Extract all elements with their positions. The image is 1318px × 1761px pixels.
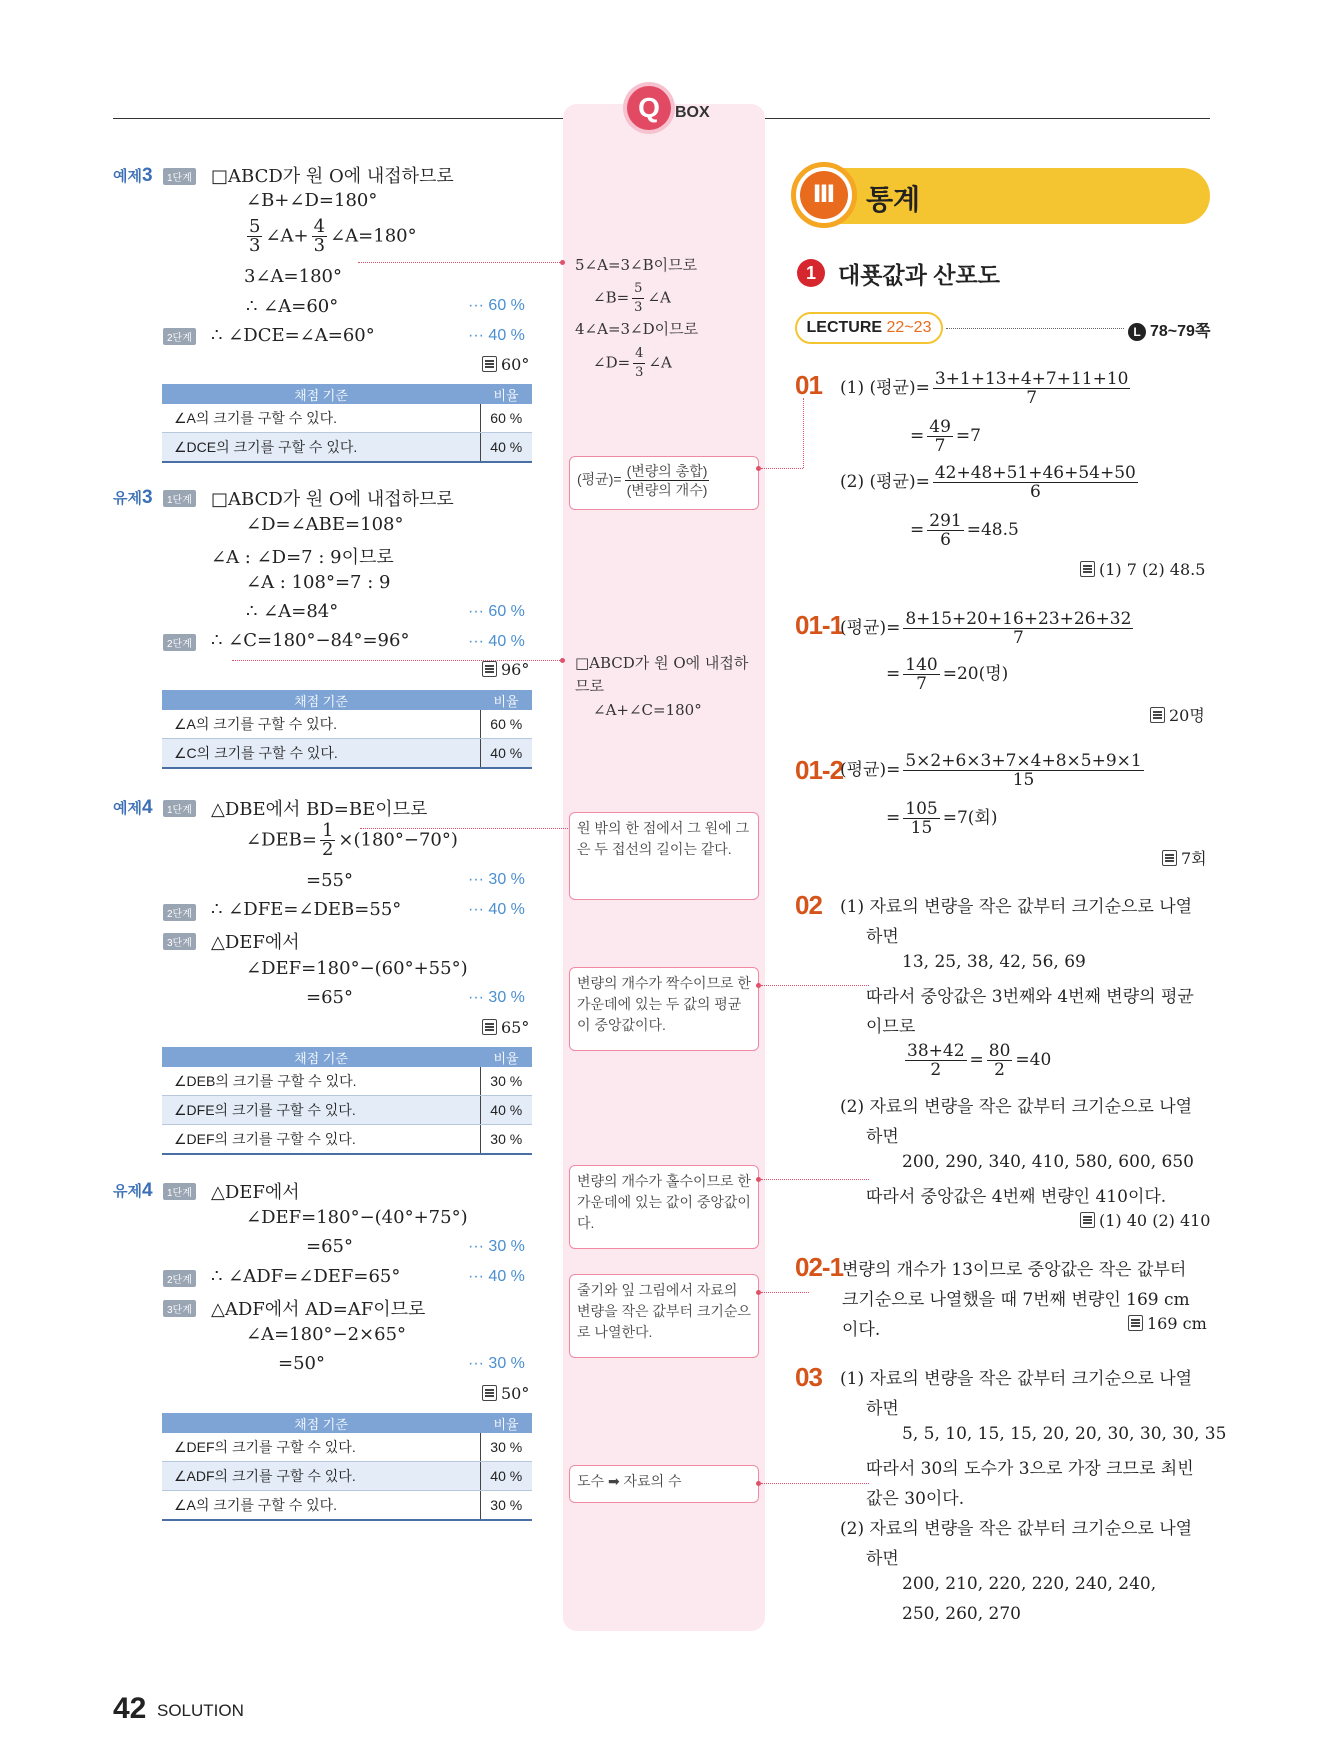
leader-line [803, 398, 804, 468]
p02-a1: (1) 자료의 변량을 작은 값부터 크기순으로 나열 [840, 897, 1193, 917]
p01-2-line1: (평균)= $\frac{5\times 2+6\times 3+7\times 4+8\times 5+9\times 1}{15}$ [840, 751, 1142, 790]
ex4-label: 예제4 [113, 797, 153, 818]
lecture-page-ref: L 78~79쪽 [1128, 318, 1210, 341]
leader-dot [560, 658, 565, 663]
p01-b2: = $\frac{291}{6}$ =48.5 [910, 511, 1019, 550]
p01-2-line2: = $\frac{105}{15}$ =7(회) [886, 799, 998, 838]
note-frequency: 도수 ➡ 자료의 수 [569, 1465, 759, 1503]
table-cell: 40 % [480, 1096, 532, 1125]
yu3-line3: ∠A : ∠D=7 : 9이므로 [211, 547, 394, 568]
step-badge: 2단계 [163, 634, 196, 651]
table-cell: 40 % [480, 433, 532, 463]
chapter-title: 통계 [866, 184, 921, 215]
ex3-line5: ∴ ∠A=60° [246, 296, 339, 317]
table-cell: 30 % [480, 1491, 532, 1521]
ex3-line4: 3∠A=180° [244, 266, 342, 287]
table-header: 비율 [480, 1413, 532, 1433]
ex3-label: 예제3 [113, 165, 153, 186]
leader-line [358, 262, 562, 263]
p03-b1: (2) 자료의 변량을 작은 값부터 크기순으로 나열 [840, 1519, 1193, 1539]
table-cell: ∠DEF의 크기를 구할 수 있다. [162, 1433, 480, 1462]
p03-b3: 200, 210, 220, 220, 240, 240, [902, 1574, 1157, 1594]
problem-number-02-1: 02-1 [795, 1252, 844, 1282]
yu4-line6: ∠A=180°−2×65° [246, 1324, 407, 1345]
p02-a5: 이므로 [866, 1017, 916, 1037]
note-inscribed-line3: ∠A+∠C=180° [593, 701, 702, 719]
yu4-line4: ∴ ∠ADF=∠DEF=65° [211, 1266, 401, 1287]
p03-a3: 5, 5, 10, 15, 15, 20, 20, 30, 30, 30, 35 [902, 1424, 1227, 1444]
lecture-badge: LECTURE 22~23 [795, 312, 943, 344]
table-cell: 40 % [480, 1462, 532, 1491]
lecture-leader-dots [946, 328, 1124, 329]
section-title: 대푯값과 산포도 [838, 262, 1000, 288]
yu4-score: ··· 30 % [468, 1355, 525, 1372]
ex4-criteria-table [162, 1047, 532, 1155]
step-badge: 2단계 [163, 904, 196, 921]
p02-b3: 200, 290, 340, 410, 580, 600, 650 [902, 1152, 1194, 1172]
problem-number-02: 02 [795, 890, 822, 920]
table-cell: 30 % [480, 1433, 532, 1462]
p02-answer: (1) 40 (2) 410 [1080, 1211, 1210, 1230]
table-cell: ∠DEF의 크기를 구할 수 있다. [162, 1125, 480, 1155]
yu3-line2: ∠D=∠ABE=108° [246, 514, 404, 535]
ex4-score: ··· 30 % [468, 871, 525, 888]
table-header: 비율 [480, 1047, 532, 1067]
ex3-line6: ∴ ∠DCE=∠A=60° [211, 325, 375, 346]
p02-a4: 따라서 중앙값은 3번째와 4번째 변량의 평균 [866, 987, 1194, 1007]
step-badge: 1단계 [163, 1183, 196, 1200]
yu3-score: ··· 40 % [468, 633, 525, 650]
p02-b4: 따라서 중앙값은 4번째 변량인 410이다. [866, 1187, 1167, 1207]
answer-icon [482, 356, 497, 372]
p01-answer: (1) 7 (2) 48.5 [1080, 560, 1205, 579]
table-cell: ∠C의 크기를 구할 수 있다. [162, 739, 480, 769]
table-header: 비율 [480, 384, 532, 404]
ex3-answer: 60° [482, 355, 529, 374]
p03-a5: 값은 30이다. [866, 1489, 965, 1509]
leader-line [360, 828, 570, 829]
leader-dot [560, 260, 565, 265]
lecture-l-icon: L [1128, 323, 1146, 341]
p03-a2: 하면 [866, 1399, 899, 1419]
section-number: 1 [797, 259, 825, 287]
yu4-line3: =65° [306, 1236, 353, 1257]
yu3-criteria-table [162, 690, 532, 769]
note-even-median: 변량의 개수가 짝수이므로 한가운데에 있는 두 값의 평균이 중앙값이다. [569, 967, 759, 1051]
ex3-line1: □ABCD가 원 O에 내접하므로 [211, 166, 454, 187]
qbox-label: BOX [675, 104, 710, 121]
ex4-score: ··· 30 % [468, 989, 525, 1006]
yu4-score: ··· 40 % [468, 1268, 525, 1285]
note-inscribed-line2: 므로 [575, 677, 604, 695]
step-badge: 3단계 [163, 933, 196, 950]
step-badge: 1단계 [163, 490, 196, 507]
note-tangent: 원 밖의 한 점에서 그 원에 그은 두 접선의 길이는 같다. [569, 812, 759, 900]
table-cell: ∠ADF의 크기를 구할 수 있다. [162, 1462, 480, 1491]
ex4-line3: =55° [306, 870, 353, 891]
note-ratio-line4: ∠D= $\frac{4}{3}$ ∠A [593, 346, 672, 380]
answer-icon [1080, 561, 1095, 577]
yu4-label: 유제4 [113, 1180, 153, 1201]
table-header: 채점 기준 [162, 1047, 480, 1067]
note-stem-leaf: 줄기와 잎 그림에서 자료의 변량을 작은 값부터 크기순으로 나열한다. [569, 1274, 759, 1358]
p01-a2: = $\frac{49}{7}$ =7 [910, 417, 981, 456]
yu4-criteria-table [162, 1413, 532, 1521]
p01-1-line2: = $\frac{140}{7}$ =20(명) [886, 655, 1009, 694]
answer-icon [482, 1019, 497, 1035]
p02-a2: 하면 [866, 927, 899, 947]
leader-line [761, 1292, 809, 1293]
p02-1-answer: 169 cm [1128, 1314, 1207, 1333]
yu3-score: ··· 60 % [468, 603, 525, 620]
problem-number-03: 03 [795, 1362, 822, 1392]
yu3-line4: ∠A : 108°=7 : 9 [246, 572, 391, 593]
p02-a3: 13, 25, 38, 42, 56, 69 [902, 952, 1086, 972]
ex4-line7: =65° [306, 987, 353, 1008]
yu3-line5: ∴ ∠A=84° [246, 601, 339, 622]
leader-line [761, 1179, 869, 1180]
answer-icon [1080, 1212, 1095, 1228]
yu3-label: 유제3 [113, 487, 153, 508]
footer-label: SOLUTION [157, 1701, 244, 1720]
qbox-q-badge: Q [627, 86, 671, 130]
p03-a1: (1) 자료의 변량을 작은 값부터 크기순으로 나열 [840, 1369, 1193, 1389]
leader-line [232, 660, 562, 661]
p02-1-line2: 크기순으로 나열했을 때 7번째 변량인 169 cm [842, 1290, 1190, 1310]
p03-a4: 따라서 30의 도수가 3으로 가장 크므로 최빈 [866, 1459, 1194, 1479]
yu3-line1: □ABCD가 원 O에 내접하므로 [211, 489, 454, 510]
yu4-line2: ∠DEF=180°−(40°+75°) [246, 1207, 468, 1228]
ex4-line4: ∴ ∠DFE=∠DEB=55° [211, 899, 402, 920]
p01-b: (2) (평균)= $\frac{42+48+51+46+54+50}{6}$ [840, 463, 1136, 502]
ex4-line2: ∠DEB= $\frac{1}{2}$ ×(180°−70°) [246, 820, 458, 860]
yu3-line6: ∴ ∠C=180°−84°=96° [211, 630, 410, 651]
p02-1-line3: 이다. [842, 1320, 881, 1340]
yu3-answer: 96° [482, 660, 529, 679]
p02-1-line1: 변량의 개수가 13이므로 중앙값은 작은 값부터 [842, 1260, 1187, 1280]
answer-icon [482, 661, 497, 677]
chapter-number: Ⅲ [800, 171, 848, 219]
p01-1-answer: 20명 [1150, 703, 1205, 726]
ex4-score: ··· 40 % [468, 901, 525, 918]
answer-icon [1162, 850, 1177, 866]
note-ratio-line1: 5∠A=3∠B이므로 [575, 256, 698, 274]
table-cell: ∠A의 크기를 구할 수 있다. [162, 404, 480, 433]
table-header: 채점 기준 [162, 1413, 480, 1433]
answer-icon [1150, 707, 1165, 723]
leader-line [761, 468, 803, 469]
table-cell: ∠A의 크기를 구할 수 있다. [162, 1491, 480, 1521]
ex4-answer: 65° [482, 1018, 529, 1037]
p01-a: (1) (평균)= $\frac{3+1+13+4+7+11+10}{7}$ [840, 369, 1129, 408]
step-badge: 2단계 [163, 1270, 196, 1287]
yu4-line7: =50° [278, 1353, 325, 1374]
p03-b2: 하면 [866, 1549, 899, 1569]
note-ratio-line3: 4∠A=3∠D이므로 [575, 320, 699, 338]
p01-2-answer: 7회 [1162, 846, 1207, 869]
yu4-line1: △DEF에서 [211, 1182, 300, 1203]
ex3-criteria-table [162, 384, 532, 463]
yu4-line5: △ADF에서 AD=AF이므로 [211, 1299, 426, 1320]
ex3-line2: ∠B+∠D=180° [246, 190, 378, 211]
yu4-answer: 50° [482, 1384, 529, 1403]
table-header: 채점 기준 [162, 384, 480, 404]
answer-icon [1128, 1315, 1143, 1331]
p02-b2: 하면 [866, 1127, 899, 1147]
problem-number-01-1: 01-1 [795, 610, 844, 640]
table-cell: 60 % [480, 404, 532, 433]
table-cell: 60 % [480, 710, 532, 739]
table-header: 비율 [480, 690, 532, 710]
table-cell: ∠DFE의 크기를 구할 수 있다. [162, 1096, 480, 1125]
ex3-score: ··· 40 % [468, 327, 525, 344]
note-ratio-line2: ∠B= $\frac{5}{3}$ ∠A [593, 281, 671, 315]
table-header: 채점 기준 [162, 690, 480, 710]
p01-1-line1: (평균)= $\frac{8+15+20+16+23+26+32}{7}$ [840, 609, 1132, 648]
step-badge: 2단계 [163, 328, 196, 345]
ex3-score: ··· 60 % [468, 297, 525, 314]
page-number: 42 [113, 1692, 147, 1725]
note-inscribed-line1: □ABCD가 원 O에 내접하 [575, 654, 749, 672]
ex4-line1: △DBE에서 BD=BE이므로 [211, 799, 428, 820]
answer-icon [482, 1385, 497, 1401]
step-badge: 1단계 [163, 168, 196, 185]
ex3-line3: $\frac{5}{3}$ ∠A+ $\frac{4}{3}$ ∠A=180° [249, 216, 417, 256]
p03-b4: 250, 260, 270 [902, 1604, 1021, 1624]
ex4-line5: △DEF에서 [211, 932, 300, 953]
table-cell: 30 % [480, 1067, 532, 1096]
p02-a6: $\frac{38+42}{2}$ = $\frac{80}{2}$ =40 [907, 1041, 1052, 1080]
yu4-score: ··· 30 % [468, 1238, 525, 1255]
table-cell: ∠A의 크기를 구할 수 있다. [162, 710, 480, 739]
p02-b1: (2) 자료의 변량을 작은 값부터 크기순으로 나열 [840, 1097, 1193, 1117]
table-cell: 30 % [480, 1125, 532, 1155]
problem-number-01-2: 01-2 [795, 755, 844, 785]
problem-number-01: 01 [795, 370, 822, 400]
table-cell: ∠DCE의 크기를 구할 수 있다. [162, 433, 480, 463]
table-cell: ∠DEB의 크기를 구할 수 있다. [162, 1067, 480, 1096]
table-cell: 40 % [480, 739, 532, 769]
step-badge: 3단계 [163, 1300, 196, 1317]
note-odd-median: 변량의 개수가 홀수이므로 한가운데에 있는 값이 중앙값이다. [569, 1165, 759, 1249]
step-badge: 1단계 [163, 800, 196, 817]
ex4-line6: ∠DEF=180°−(60°+55°) [246, 958, 468, 979]
leader-line [761, 1483, 869, 1484]
leader-line [761, 985, 869, 986]
note-mean-formula: (평균)= $\frac{\text{(변량의 총합)}}{\text{(변량의 개수)}}$ [569, 456, 759, 510]
